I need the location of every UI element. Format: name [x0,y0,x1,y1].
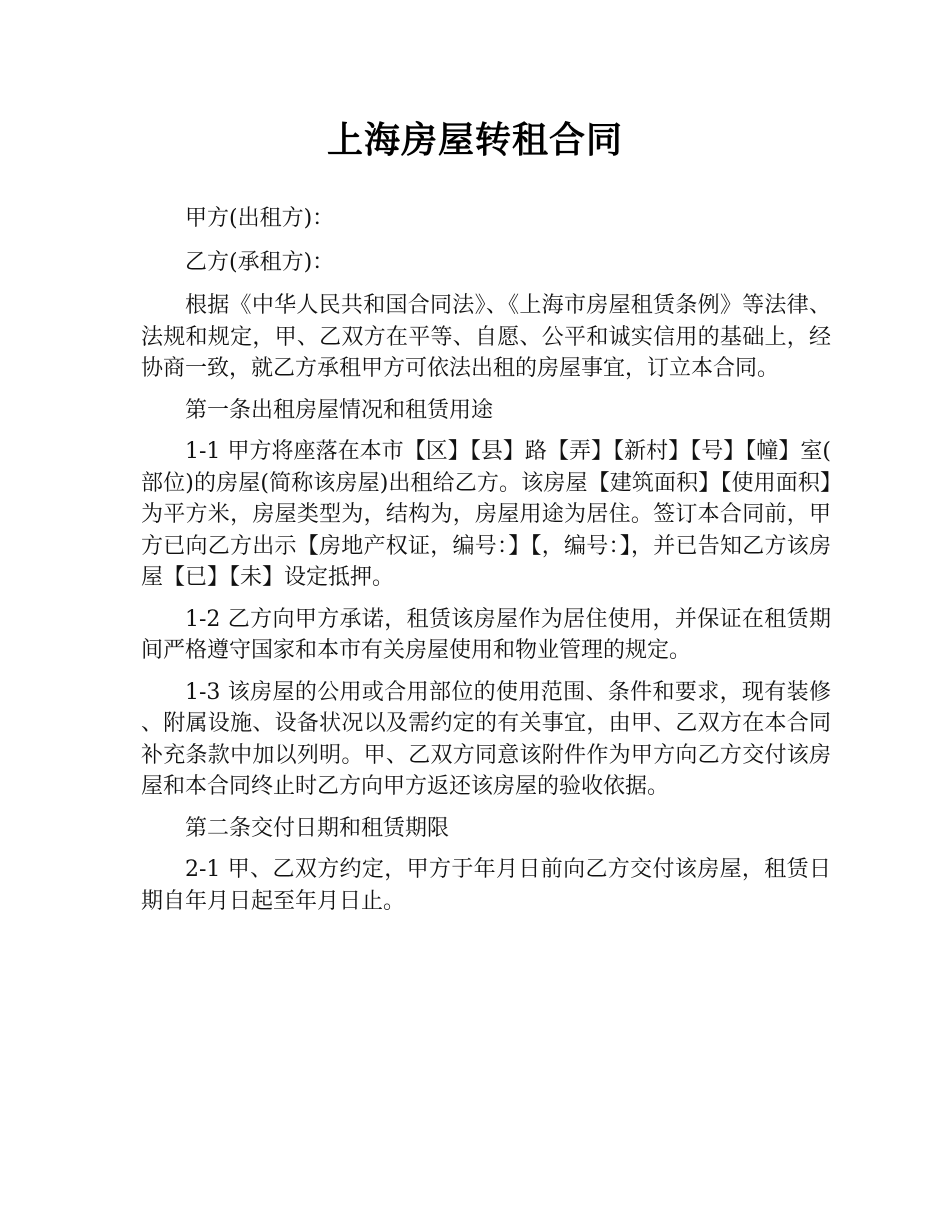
party-a-line: 甲方(出租方)： [185,206,335,231]
document-body [141,203,831,927]
clause-2-1: 2-1 甲、乙双方约定，甲方于年月日前向乙方交付该房屋，租赁日期自年月日起至年月日止。 [141,857,831,914]
clause-1-3: 1-3 该房屋的公用或合用部位的使用范围、条件和要求，现有装修、附属设施、设备状况以及需约定的有关事宜，由甲、乙双方在本合同补充条款中加以列明。甲、乙双方同意该附件作为甲方向乙方交付该房屋和本合同终止时乙方向甲方返还该房屋的验收依据。 [141,679,831,799]
clause-1-1: 1-1 甲方将座落在本市【区】【县】路【弄】【新村】【号】【幢】室(部位)的房屋(简称该房屋)出租给乙方。该房屋【建筑面积】【使用面积】为平方米，房屋类型为，结构为，房屋用途为居住。签订本合同前，甲方已向乙方出示【房地产权证，编号：】【，编号：】，并已告知乙方该房屋【已】【未】设定抵押。 [141,439,831,590]
document-title: 上海房屋转租合同 [326,120,623,161]
party-b-line: 乙方(承租方)： [185,249,335,275]
article-1-heading: 第一条出租房屋情况和租赁用途 [185,397,494,423]
article-2-heading: 第二条交付日期和租赁期限 [185,815,450,841]
clause-1-2: 1-2 乙方向甲方承诺，租赁该房屋作为居住使用，并保证在租赁期间严格遵守国家和本市有关房屋使用和物业管理的规定。 [141,606,831,663]
preamble-paragraph: 根据《中华人民共和国合同法》、《上海市房屋租赁条例》等法律、法规和规定，甲、乙双方在平等、自愿、公平和诚实信用的基础上，经协商一致，就乙方承租甲方可依法出租的房屋事宜，订立本合同。 [141,293,831,381]
